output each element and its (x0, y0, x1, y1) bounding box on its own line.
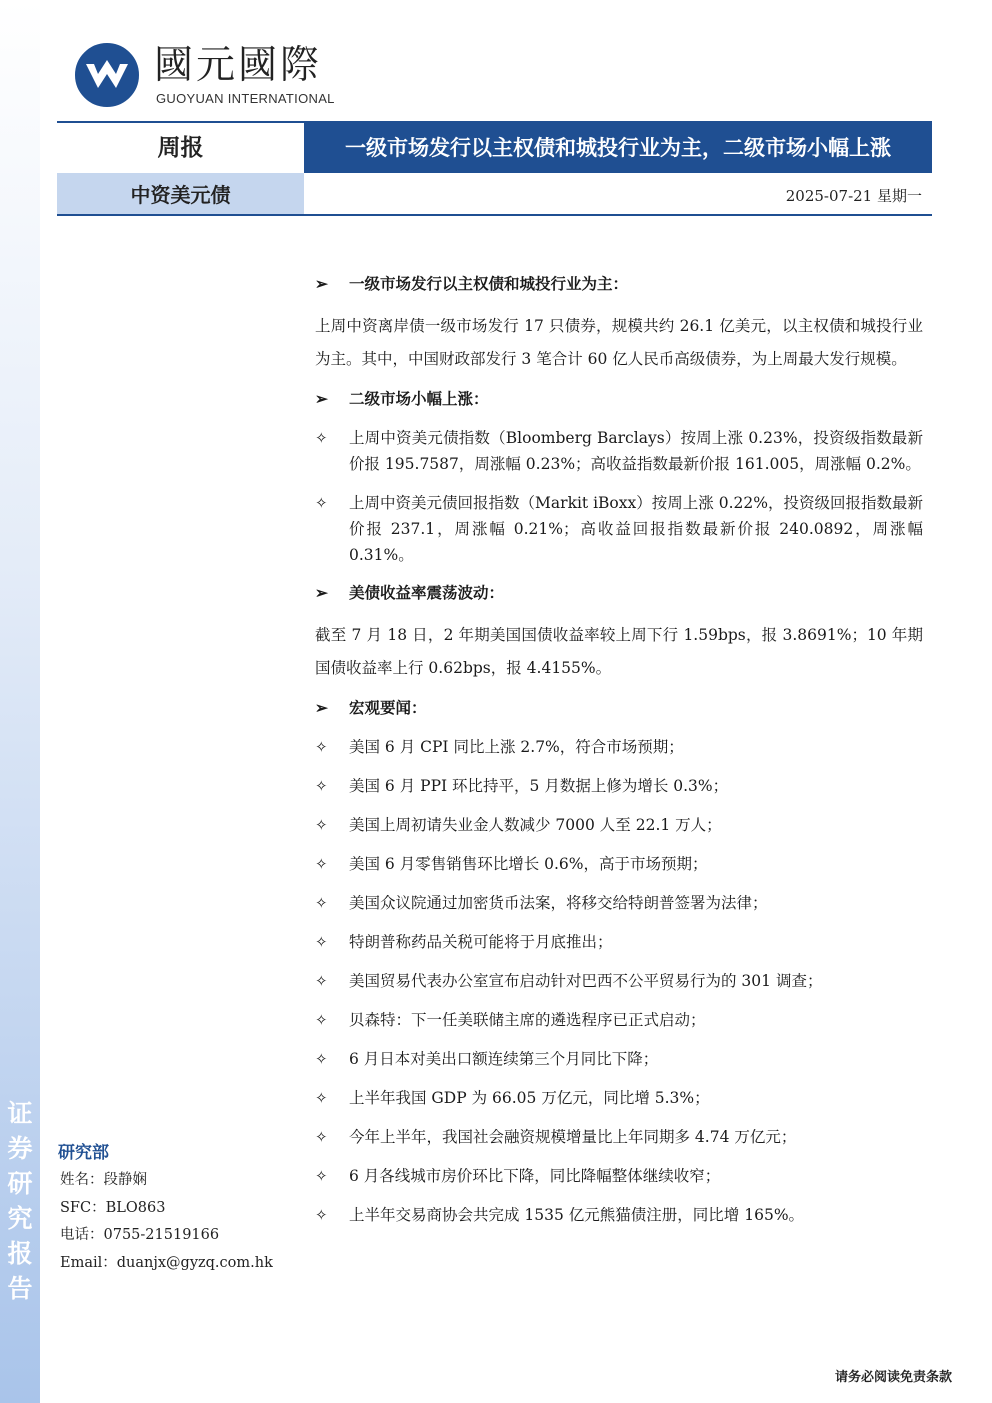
analyst-contact (60, 1167, 273, 1277)
disclaimer-footer: 请务必阅读免责条款 (834, 1370, 952, 1385)
sidebar-char: 证 (7, 1099, 33, 1128)
star-bullet-icon: ✧ (315, 1206, 328, 1224)
sidebar-char: 券 (7, 1134, 33, 1163)
arrow-bullet-icon: ➢ (315, 274, 328, 293)
star-bullet-icon: ✧ (315, 494, 328, 512)
list-item-text: 上半年交易商协会共完成 1535 亿元熊猫债注册，同比增 165%。 (349, 1206, 805, 1224)
report-title: 一级市场发行以主权债和城投行业为主，二级市场小幅上涨 (304, 123, 932, 173)
list-item (315, 968, 923, 994)
analyst-email[interactable]: Email：duanjx@gyzq.com.hk (60, 1254, 273, 1271)
list-item-text: 6 月日本对美出口额连续第三个月同比下降； (349, 1050, 659, 1068)
list-item (315, 1046, 923, 1072)
treasury-paragraph: 截至 7 月 18 日，2 年期美国国债收益率较上周下行 1.59bps，报 3.8691%；10 年期国债收益率上行 0.62bps，报 4.4155%。 (315, 626, 923, 677)
section-heading-secondary (315, 387, 923, 411)
list-item (315, 812, 923, 838)
list-item (315, 929, 923, 955)
list-item-text: 美国 6 月 CPI 同比上涨 2.7%，符合市场预期； (349, 738, 684, 756)
star-bullet-icon: ✧ (315, 1128, 328, 1146)
heading-text: 宏观要闻： (349, 698, 427, 717)
section-heading-primary (315, 272, 923, 296)
list-item-text: 特朗普称药品关税可能将于月底推出； (349, 933, 613, 951)
sidebar-char: 研 (7, 1169, 33, 1198)
arrow-bullet-icon: ➢ (315, 389, 328, 408)
analyst-name: 姓名：段静娴 (60, 1172, 147, 1188)
list-item (315, 1163, 923, 1189)
list-item (315, 425, 923, 477)
star-bullet-icon: ✧ (315, 1011, 328, 1029)
star-bullet-icon: ✧ (315, 1050, 328, 1068)
header-rule-bottom (57, 214, 932, 216)
report-type: 周报 (57, 123, 304, 173)
primary-market-paragraph: 上周中资离岸债一级市场发行 17 只债券，规模共约 26.1 亿美元，以主权债和城投行业为主。其中，中国财政部发行 3 笔合计 60 亿人民币高级债券，为上周最大发行规模。 (315, 317, 923, 368)
list-item (315, 1202, 923, 1228)
star-bullet-icon: ✧ (315, 816, 328, 834)
list-item-text: 美国 6 月 PPI 环比持平，5 月数据上修为增长 0.3%； (349, 777, 729, 795)
list-item (315, 490, 923, 568)
sidebar-band (0, 0, 40, 1403)
list-item-text: 美国贸易代表办公室宣布启动针对巴西不公平贸易行为的 301 调查； (349, 972, 823, 990)
list-item (315, 1007, 923, 1033)
list-item-text: 贝森特：下一任美联储主席的遴选程序已正式启动； (349, 1011, 706, 1029)
heading-text: 美债收益率震荡波动： (349, 583, 505, 602)
section-heading-treasury (315, 581, 923, 605)
heading-text: 二级市场小幅上涨： (349, 389, 489, 408)
list-item-text: 6 月各线城市房价环比下降，同比降幅整体继续收窄； (349, 1167, 721, 1185)
list-item-text: 上周中资美元债指数（Bloomberg Barclays）按周上涨 0.23%，投资级指数最新价报 195.7587，周涨幅 0.23%；高收益指数最新价报 161.005，周涨幅 0.2%。 (349, 429, 923, 473)
report-category: 中资美元债 (57, 173, 304, 214)
star-bullet-icon: ✧ (315, 894, 328, 912)
brand-name-en: GUOYUAN INTERNATIONAL (156, 91, 335, 106)
sidebar-char: 告 (7, 1274, 33, 1303)
sidebar-char: 究 (7, 1204, 33, 1233)
arrow-bullet-icon: ➢ (315, 583, 328, 602)
star-bullet-icon: ✧ (315, 738, 328, 756)
star-bullet-icon: ✧ (315, 972, 328, 990)
star-bullet-icon: ✧ (315, 855, 328, 873)
list-item-text: 今年上半年，我国社会融资规模增量比上年同期多 4.74 万亿元； (349, 1128, 797, 1146)
analyst-sfc: SFC：BLO863 (60, 1199, 166, 1216)
report-date: 2025-07-21 星期一 (785, 187, 922, 205)
brand-name-cn: 國元國際 (154, 43, 323, 88)
list-item-text: 美国上周初请失业金人数减少 7000 人至 22.1 万人； (349, 816, 722, 834)
star-bullet-icon: ✧ (315, 777, 328, 795)
list-item (315, 1124, 923, 1150)
list-item-text: 上半年我国 GDP 为 66.05 万亿元，同比增 5.3%； (349, 1089, 710, 1107)
section-heading-macro (315, 696, 923, 720)
arrow-bullet-icon: ➢ (315, 698, 328, 717)
star-bullet-icon: ✧ (315, 429, 328, 447)
star-bullet-icon: ✧ (315, 1167, 328, 1185)
guoyuan-logo-icon (72, 40, 142, 110)
research-dept-label: 研究部 (58, 1143, 109, 1163)
list-item (315, 890, 923, 916)
list-item-text: 美国众议院通过加密货币法案，将移交给特朗普签署为法律； (349, 894, 768, 912)
star-bullet-icon: ✧ (315, 1089, 328, 1107)
heading-text: 一级市场发行以主权债和城投行业为主： (349, 274, 629, 293)
sidebar-char: 报 (7, 1239, 33, 1268)
star-bullet-icon: ✧ (315, 933, 328, 951)
macro-news-list (315, 734, 923, 1228)
list-item-text: 美国 6 月零售销售环比增长 0.6%，高于市场预期； (349, 855, 708, 873)
list-item (315, 734, 923, 760)
list-item-text: 上周中资美元债回报指数（Markit iBoxx）按周上涨 0.22%，投资级回报指数最新价报 237.1，周涨幅 0.21%；高收益回报指数最新价报 240.0892，周涨幅 0.31%。 (349, 494, 923, 564)
list-item (315, 851, 923, 877)
list-item (315, 773, 923, 799)
analyst-phone: 电话：0755-21519166 (60, 1227, 220, 1243)
list-item (315, 1085, 923, 1111)
sidebar-label (4, 1096, 36, 1306)
report-body (315, 272, 923, 1241)
